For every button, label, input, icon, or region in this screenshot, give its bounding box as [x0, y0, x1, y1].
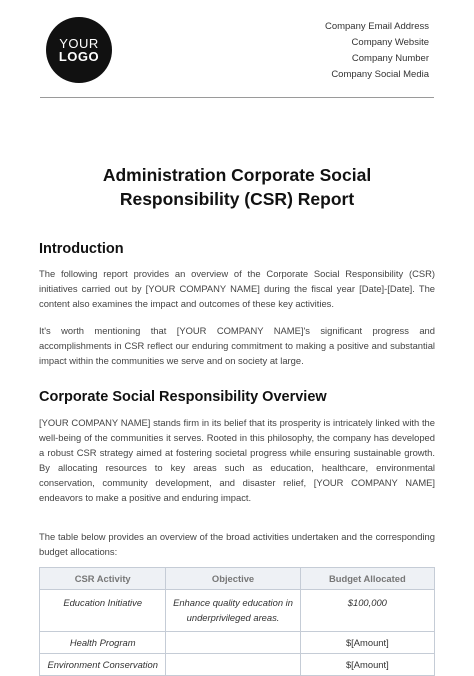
table-cell-objective	[166, 632, 300, 654]
table-cell-objective: Enhance quality education in underprivileged areas.	[166, 590, 300, 632]
table-cell-activity: Health Program	[40, 632, 166, 654]
table-header-budget: Budget Allocated	[300, 568, 434, 590]
logo-text-line2: LOGO	[58, 49, 100, 64]
csr-overview-heading: Corporate Social Responsibility Overview	[39, 389, 327, 405]
table-cell-budget: $[Amount]	[300, 632, 434, 654]
report-title-line1: Administration Corporate Social	[102, 165, 372, 185]
company-social-media: Company Social Media	[331, 69, 429, 80]
introduction-paragraph-1: The following report provides an overview of the Corporate Social Responsibility (CSR) initiatives carried out by [YOUR COMPANY NAME] during the fiscal year [Date]-[Date]. The content also examines the impact and outcomes of these key activities.	[39, 268, 435, 309]
table-header-objective: Objective	[166, 568, 300, 590]
table-cell-activity: Education Initiative	[40, 590, 166, 632]
table-row	[40, 590, 435, 632]
company-website: Company Website	[351, 37, 429, 48]
company-contact-block	[325, 19, 429, 83]
table-header-row	[40, 568, 435, 590]
introduction-heading: Introduction	[39, 241, 124, 257]
table-row	[40, 654, 435, 676]
table-row	[40, 632, 435, 654]
csr-overview-paragraph-1: [YOUR COMPANY NAME] stands firm in its belief that its prosperity is intricately linked with the well-being of the communities it serves. Rooted in this philosophy, the company has developed a robust CSR strategy aimed at fostering societal progress while ensuring sustainable growth. By allocating resources to key areas such as education, healthcare, environmental conservation, community development, and disaster relief, [YOUR COMPANY NAME] endeavors to make a positive and enduring impact.	[39, 417, 435, 503]
introduction-paragraph-2: It's worth mentioning that [YOUR COMPANY NAME]'s significant progress and accomplishments in CSR reflect our enduring commitment to making a positive and substantial impact within the communities we serve and on society at large.	[39, 325, 435, 366]
company-email: Company Email Address	[324, 21, 429, 32]
table-header-activity: CSR Activity	[40, 568, 166, 590]
table-cell-activity: Environment Conservation	[40, 654, 166, 676]
csr-budget-table	[39, 567, 435, 676]
csr-overview-paragraph-2: The table below provides an overview of the broad activities undertaken and the corresponding budget allocations:	[39, 531, 435, 557]
table-cell-budget: $100,000	[300, 590, 434, 632]
company-number: Company Number	[351, 53, 429, 64]
logo-text-line1: YOUR	[59, 36, 99, 51]
table-cell-budget: $[Amount]	[300, 654, 434, 676]
report-title	[40, 163, 434, 211]
table-cell-objective	[166, 654, 300, 676]
report-title-line2: Responsibility (CSR) Report	[119, 189, 355, 209]
header-divider	[40, 97, 434, 98]
company-logo	[46, 17, 112, 83]
